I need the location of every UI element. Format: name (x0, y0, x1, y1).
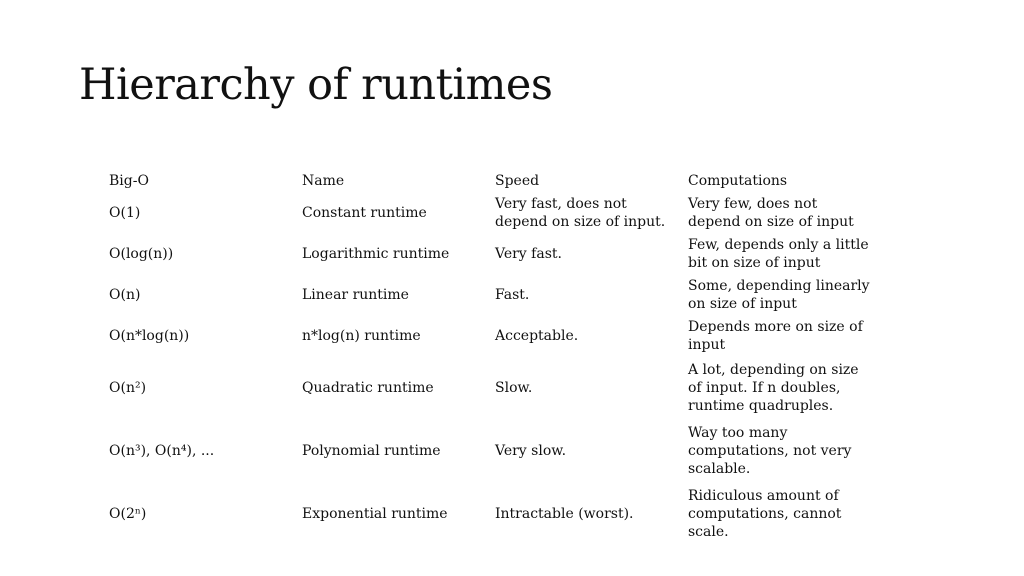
big-o-cell: O(1) (109, 205, 141, 221)
name-cell: Logarithmic runtime (302, 246, 450, 262)
table-row (109, 484, 889, 544)
speed-cell: Fast. (495, 287, 530, 303)
runtime-table (109, 171, 889, 544)
computations-cell: Very few, does not depend on size of input (688, 196, 854, 230)
speed-cell: Very fast, does not depend on size of input. (495, 196, 666, 230)
speed-cell: Acceptable. (495, 328, 579, 344)
header-name: Name (302, 173, 345, 189)
computations-cell: A lot, depending on size of input. If n doubles, runtime quadruples. (688, 362, 859, 414)
table-row (109, 421, 889, 481)
name-cell: Constant runtime (302, 205, 427, 221)
big-o-cell: O(log(n)) (109, 246, 174, 262)
computations-cell: Some, depending linearly on size of input (688, 278, 870, 312)
computations-cell: Way too many computations, not very scalable. (688, 425, 852, 477)
big-o-cell: O(n) (109, 287, 141, 303)
speed-cell: Slow. (495, 380, 533, 396)
big-o-cell: O(n³), O(n⁴), ... (109, 443, 215, 459)
speed-cell: Very fast. (495, 246, 562, 262)
table-header-row (109, 171, 889, 191)
header-speed: Speed (495, 173, 540, 189)
computations-cell: Ridiculous amount of computations, cannot scale. (688, 488, 842, 540)
big-o-cell: O(n²) (109, 380, 147, 396)
big-o-cell: O(2ⁿ) (109, 506, 147, 522)
table-row (109, 194, 889, 232)
speed-cell: Intractable (worst). (495, 506, 634, 522)
name-cell: Quadratic runtime (302, 380, 434, 396)
header-big-o: Big-O (109, 173, 149, 189)
table-row (109, 317, 889, 355)
slide-title: Hierarchy of runtimes (79, 60, 553, 110)
header-computations: Computations (688, 173, 788, 189)
name-cell: Linear runtime (302, 287, 409, 303)
table-row (109, 276, 889, 314)
big-o-cell: O(n*log(n)) (109, 328, 190, 344)
table-row (109, 235, 889, 273)
name-cell: n*log(n) runtime (302, 328, 421, 344)
table-row (109, 358, 889, 418)
computations-cell: Depends more on size of input (688, 319, 863, 353)
computations-cell: Few, depends only a little bit on size of input (688, 237, 869, 271)
speed-cell: Very slow. (495, 443, 567, 459)
name-cell: Exponential runtime (302, 506, 448, 522)
name-cell: Polynomial runtime (302, 443, 441, 459)
